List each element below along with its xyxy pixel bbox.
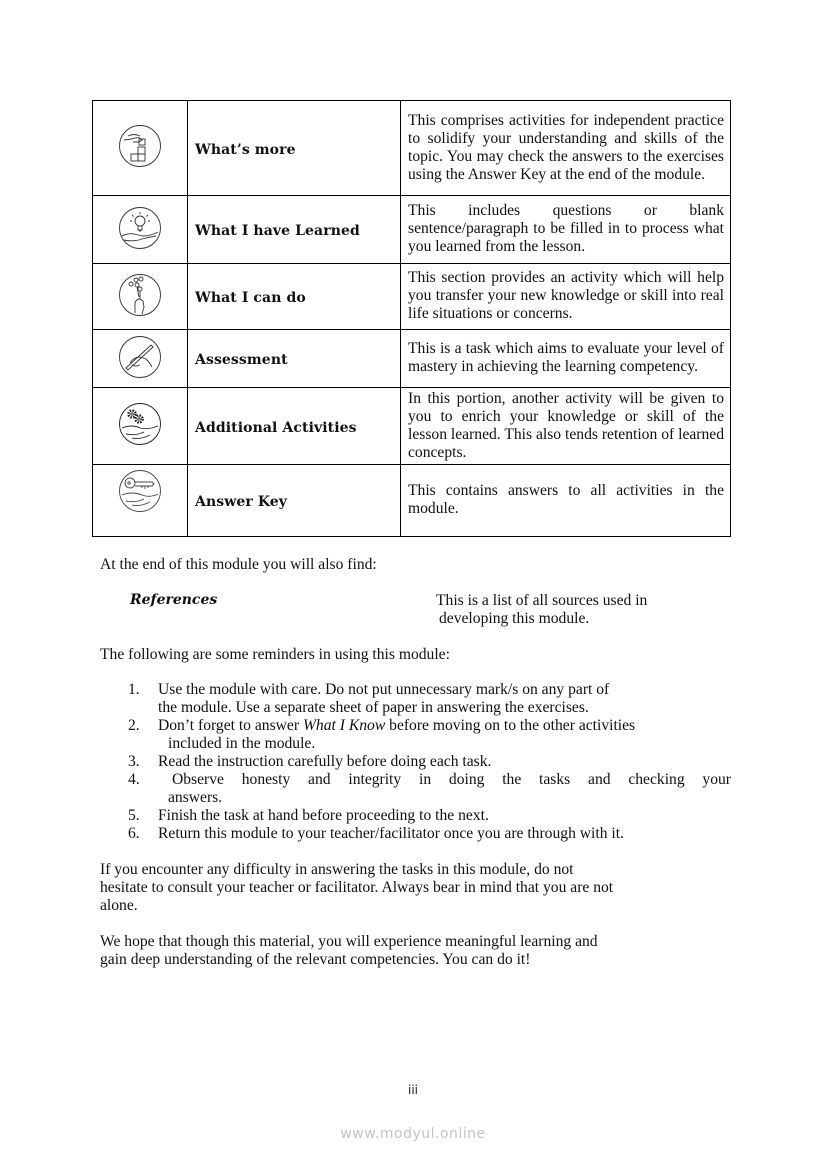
list-item-number: 2. xyxy=(128,717,140,734)
table-row xyxy=(93,330,731,388)
section-description: This comprises activities for independent practice to solidify your understanding and skills of the topic. You may check the answers to the exercises using the Answer Key at the end of the module. xyxy=(408,111,724,183)
list-item xyxy=(128,717,731,753)
list-item xyxy=(128,753,731,771)
hand-holding-flowers-icon xyxy=(118,273,162,317)
label-cell xyxy=(188,465,401,537)
page-number: iii xyxy=(407,1083,418,1097)
list-item-text: Use the module with care. Do not put unnecessary mark/s on any part of xyxy=(158,681,610,698)
list-item xyxy=(128,681,731,717)
watermark: www.modyul.online xyxy=(340,1126,486,1142)
description-cell xyxy=(401,465,731,537)
label-cell xyxy=(188,101,401,196)
label-cell xyxy=(188,264,401,330)
list-item xyxy=(128,771,731,789)
references-description-line: This is a list of all sources used in xyxy=(436,592,648,609)
section-label: What I can do xyxy=(195,290,306,306)
description-cell xyxy=(401,196,731,264)
list-item-text: Observe honesty and integrity in doing the tasks and checking your xyxy=(172,771,731,788)
table-row xyxy=(93,465,731,537)
references-term: References xyxy=(130,592,218,608)
references-description xyxy=(436,592,726,628)
section-description: This includes questions or blank sentence/paragraph to be filled in to process what you learned from the lesson. xyxy=(408,202,724,255)
label-cell xyxy=(188,330,401,388)
section-description: This contains answers to all activities in the module. xyxy=(408,482,724,517)
list-item xyxy=(128,789,731,807)
list-item-text-continued: answers. xyxy=(168,789,223,806)
list-item-number: 5. xyxy=(128,807,140,824)
paragraph-line: We hope that though this material, you will experience meaningful learning and xyxy=(100,933,598,950)
list-item-number: 3. xyxy=(128,753,140,770)
section-description: This is a task which aims to evaluate your level of mastery in achieving the learning competency. xyxy=(408,340,724,375)
icon-cell xyxy=(93,330,188,388)
paragraph-line: alone. xyxy=(100,897,138,914)
closing-paragraph xyxy=(100,933,732,969)
list-item-text-part: before moving on to the other activities xyxy=(385,717,636,734)
paragraph-line: gain deep understanding of the relevant competencies. You can do it! xyxy=(100,951,531,968)
key-on-hand-icon xyxy=(118,469,162,513)
list-item-text-continued: the module. Use a separate sheet of paper in answering the exercises. xyxy=(158,699,589,716)
end-of-module-intro: At the end of this module you will also find: xyxy=(100,556,377,573)
list-item-text: Read the instruction carefully before doing each task. xyxy=(158,753,492,770)
list-item-text-part: Don’t forget to answer xyxy=(158,717,303,734)
hand-writing-pen-icon xyxy=(118,335,162,379)
lightbulb-on-hand-icon xyxy=(118,206,162,250)
icon-cell xyxy=(93,465,188,537)
table-row xyxy=(93,264,731,330)
list-item-number: 4. xyxy=(128,771,140,788)
section-label: Assessment xyxy=(195,352,288,368)
label-cell xyxy=(188,196,401,264)
section-label: Answer Key xyxy=(195,494,288,510)
table-row xyxy=(93,388,731,465)
section-label: What I have Learned xyxy=(195,223,360,239)
description-cell xyxy=(401,388,731,465)
list-item-emphasis: What I Know xyxy=(302,717,386,734)
gears-on-hand-icon xyxy=(118,402,162,446)
list-item-number: 1. xyxy=(128,681,140,698)
icon-cell xyxy=(93,196,188,264)
paragraph-line: hesitate to consult your teacher or facilitator. Always bear in mind that you are not xyxy=(100,879,614,896)
reminders-list xyxy=(128,681,731,843)
description-cell xyxy=(401,264,731,330)
section-label: Additional Activities xyxy=(195,419,357,436)
list-item-text: Return this module to your teacher/facilitator once you are through with it. xyxy=(158,825,624,842)
list-item-number: 6. xyxy=(128,825,140,842)
description-cell xyxy=(401,330,731,388)
label-cell xyxy=(188,388,401,465)
list-item xyxy=(128,807,731,825)
section-label: What’s more xyxy=(195,141,296,158)
icon-cell xyxy=(93,264,188,330)
hand-stacking-blocks-icon xyxy=(118,124,162,168)
list-item-text: Finish the task at hand before proceeding to the next. xyxy=(158,807,489,824)
section-description: In this portion, another activity will be given to you to enrich your knowledge or skill of the lesson learned. This also tends retention of learned concepts. xyxy=(408,389,724,461)
section-description: This section provides an activity which will help you transfer your new knowledge or skill into real life situations or concerns. xyxy=(408,269,724,322)
difficulty-paragraph xyxy=(100,861,732,915)
description-cell xyxy=(401,101,731,196)
table-row xyxy=(93,196,731,264)
references-description-line: developing this module. xyxy=(439,610,590,627)
list-item-text-continued: included in the module. xyxy=(168,735,316,752)
module-icons-legend-table xyxy=(92,100,731,537)
icon-cell xyxy=(93,101,188,196)
paragraph-line: If you encounter any difficulty in answering the tasks in this module, do not xyxy=(100,861,574,878)
icon-cell xyxy=(93,388,188,465)
list-item xyxy=(128,825,731,843)
reminders-intro: The following are some reminders in using this module: xyxy=(100,646,450,663)
list-item-text xyxy=(158,717,635,734)
table-row xyxy=(93,101,731,196)
